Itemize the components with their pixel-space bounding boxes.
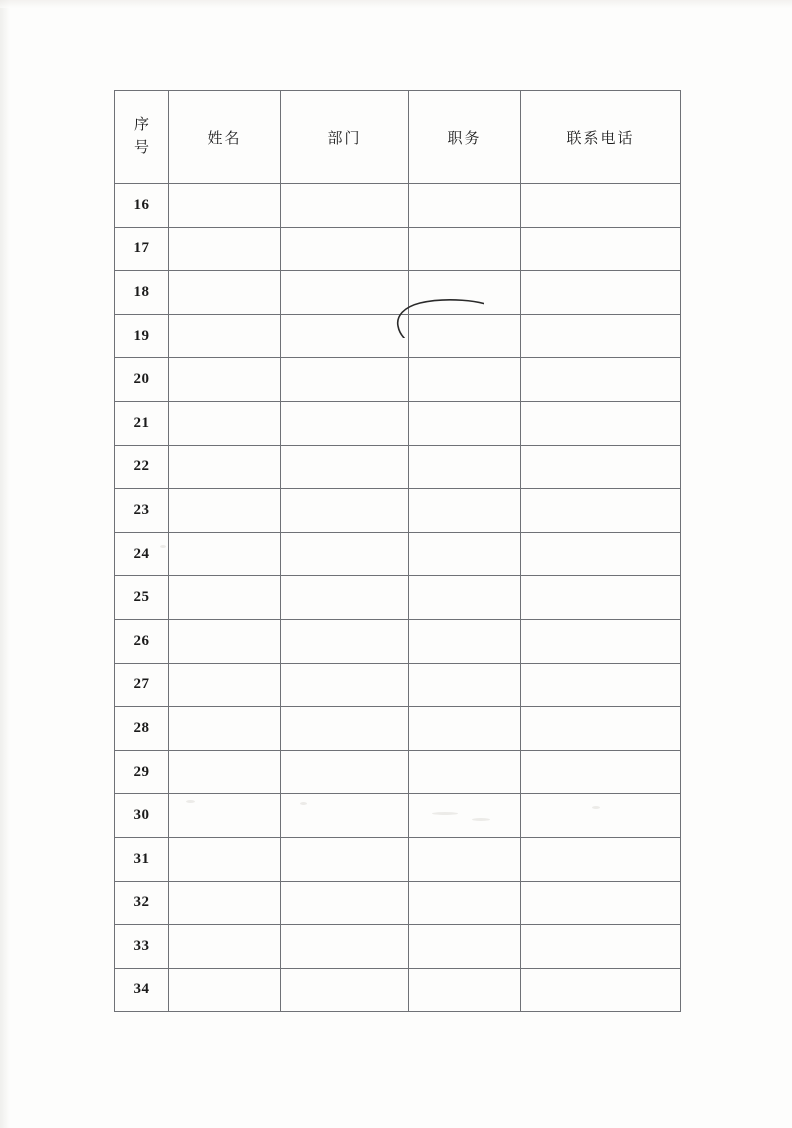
cell-position[interactable] [409,576,521,620]
cell-sequence: 31 [115,837,169,881]
cell-department[interactable] [281,968,409,1012]
cell-sequence: 25 [115,576,169,620]
cell-position[interactable] [409,837,521,881]
table-row [115,489,681,533]
cell-sequence: 32 [115,881,169,925]
cell-phone[interactable] [521,445,681,489]
cell-phone[interactable] [521,489,681,533]
cell-sequence: 21 [115,401,169,445]
cell-phone[interactable] [521,532,681,576]
cell-sequence: 22 [115,445,169,489]
cell-position[interactable] [409,184,521,228]
table-row [115,619,681,663]
table-row [115,925,681,969]
table-header [115,91,681,184]
cell-phone[interactable] [521,184,681,228]
cell-position[interactable] [409,532,521,576]
cell-department[interactable] [281,837,409,881]
cell-phone[interactable] [521,271,681,315]
cell-name[interactable] [169,794,281,838]
table-row [115,576,681,620]
cell-department[interactable] [281,794,409,838]
cell-position[interactable] [409,227,521,271]
table-row [115,314,681,358]
cell-name[interactable] [169,445,281,489]
table-body [115,184,681,1012]
cell-name[interactable] [169,750,281,794]
cell-department[interactable] [281,445,409,489]
column-header-sequence-line2: 号 [133,140,149,156]
cell-department[interactable] [281,925,409,969]
cell-department[interactable] [281,271,409,315]
table-row [115,881,681,925]
cell-name[interactable] [169,314,281,358]
cell-phone[interactable] [521,314,681,358]
cell-sequence: 24 [115,532,169,576]
scan-edge-left [0,0,10,1128]
cell-position[interactable] [409,489,521,533]
cell-sequence: 26 [115,619,169,663]
table-row [115,401,681,445]
cell-name[interactable] [169,358,281,402]
cell-phone[interactable] [521,925,681,969]
table-row [115,227,681,271]
cell-name[interactable] [169,925,281,969]
cell-position[interactable] [409,968,521,1012]
cell-department[interactable] [281,401,409,445]
table-row [115,271,681,315]
table-row [115,663,681,707]
table-row [115,184,681,228]
cell-sequence: 17 [115,227,169,271]
cell-name[interactable] [169,184,281,228]
column-header-department [281,91,409,184]
table-row [115,707,681,751]
cell-department[interactable] [281,750,409,794]
cell-department[interactable] [281,314,409,358]
table-row [115,532,681,576]
cell-sequence: 23 [115,489,169,533]
cell-phone[interactable] [521,619,681,663]
cell-phone[interactable] [521,837,681,881]
cell-phone[interactable] [521,794,681,838]
cell-name[interactable] [169,227,281,271]
cell-position[interactable] [409,750,521,794]
cell-phone[interactable] [521,358,681,402]
cell-department[interactable] [281,227,409,271]
cell-name[interactable] [169,968,281,1012]
column-header-phone [521,91,681,184]
column-header-name-label: 姓名 [207,130,242,147]
cell-position[interactable] [409,619,521,663]
table-row [115,794,681,838]
cell-phone[interactable] [521,881,681,925]
cell-phone[interactable] [521,968,681,1012]
cell-phone[interactable] [521,663,681,707]
registration-table [114,90,681,1012]
cell-phone[interactable] [521,227,681,271]
cell-department[interactable] [281,532,409,576]
cell-phone[interactable] [521,576,681,620]
cell-name[interactable] [169,576,281,620]
cell-position[interactable] [409,663,521,707]
cell-sequence: 18 [115,271,169,315]
table-row [115,750,681,794]
cell-name[interactable] [169,489,281,533]
cell-position[interactable] [409,271,521,315]
column-header-department-label: 部门 [327,130,362,147]
cell-department[interactable] [281,576,409,620]
cell-name[interactable] [169,619,281,663]
cell-department[interactable] [281,358,409,402]
table-row [115,445,681,489]
cell-name[interactable] [169,532,281,576]
cell-phone[interactable] [521,401,681,445]
table-header-row [115,91,681,184]
cell-name[interactable] [169,401,281,445]
cell-sequence: 19 [115,314,169,358]
cell-department[interactable] [281,663,409,707]
cell-position[interactable] [409,445,521,489]
cell-sequence: 33 [115,925,169,969]
cell-department[interactable] [281,707,409,751]
column-header-position-label: 职务 [447,130,482,147]
registration-table-container [114,90,680,1012]
table-row [115,837,681,881]
cell-department[interactable] [281,619,409,663]
cell-position[interactable] [409,925,521,969]
cell-position[interactable] [409,794,521,838]
cell-position[interactable] [409,401,521,445]
cell-name[interactable] [169,271,281,315]
cell-sequence: 29 [115,750,169,794]
cell-sequence: 34 [115,968,169,1012]
column-header-sequence [115,91,169,184]
table-row [115,358,681,402]
cell-position[interactable] [409,358,521,402]
column-header-phone-label: 联系电话 [566,130,635,147]
cell-name[interactable] [169,837,281,881]
cell-phone[interactable] [521,750,681,794]
cell-name[interactable] [169,663,281,707]
cell-position[interactable] [409,707,521,751]
cell-sequence: 30 [115,794,169,838]
table-row [115,968,681,1012]
column-header-name [169,91,281,184]
cell-phone[interactable] [521,707,681,751]
cell-sequence: 20 [115,358,169,402]
cell-department[interactable] [281,184,409,228]
cell-sequence: 28 [115,707,169,751]
cell-sequence: 27 [115,663,169,707]
cell-position[interactable] [409,881,521,925]
column-header-sequence-line1: 序 [133,116,149,133]
cell-name[interactable] [169,707,281,751]
cell-department[interactable] [281,881,409,925]
cell-name[interactable] [169,881,281,925]
cell-position[interactable] [409,314,521,358]
cell-department[interactable] [281,489,409,533]
cell-sequence: 16 [115,184,169,228]
column-header-position [409,91,521,184]
scan-edge-top [0,0,792,8]
